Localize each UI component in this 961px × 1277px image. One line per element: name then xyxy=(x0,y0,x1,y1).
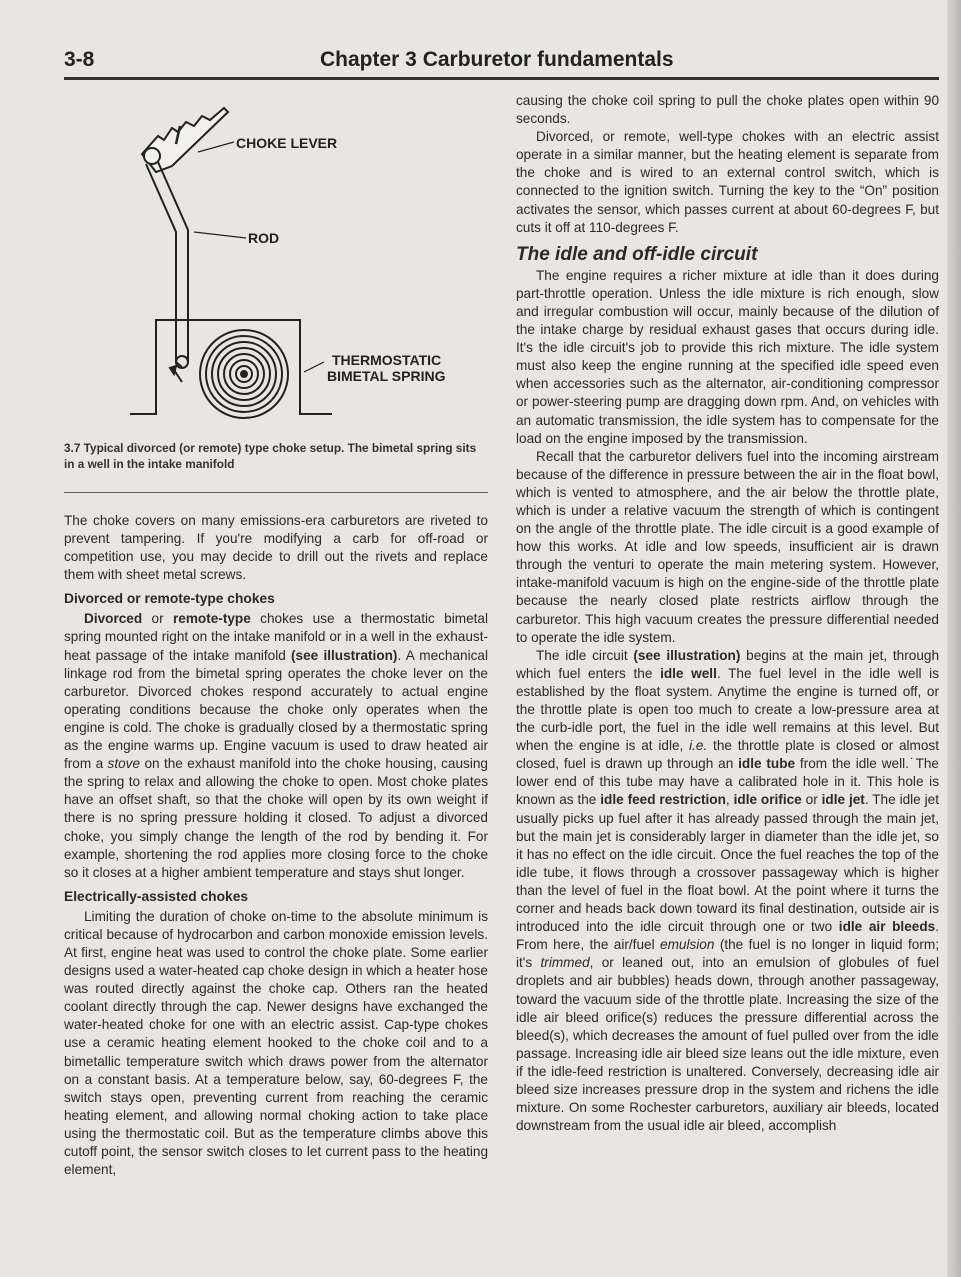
header-rule xyxy=(64,77,939,80)
subheading-electric-chokes: Electrically-assisted chokes xyxy=(64,888,249,904)
paragraph-electric: Limiting the duration of choke on-time to the absolute minimum is critical because of hydrocarbon and carbon monoxide emission levels. At first, engine heat was used to control the choke plate. Some earlier designs used a water-heated cap choke design in which a heater hose was routed directly against the choke cap. Others ran the heated coolant directly through the cap. Newer designs have exchanged the water-heated choke for one with an electric assist. Cap-type chokes use a ceramic heating element hooked to the choke coil and to a bimetallic temperature switch which draws power from the alternator on a constant basis. At a temperature below, say, 60-degrees F, the switch stays open, preventing current from reaching the ceramic heating element, and allowing normal choking action to take place using the thermostatic coil. But as the temperature climbs above this cutoff point, the sensor switch closes to let current pass to the heating element, xyxy=(64,908,488,1178)
paragraph: Recall that the carburetor delivers fuel into the incoming airstream because of the difference in pressure between the air in the float bowl, which is vented to atmosphere, and the air below the throttle plate, which is under a relative vacuum the strength of which is contingent on the angle of the throttle plate. The idle circuit is a good example of how this works. At idle and low speeds, insufficient air is drawn through the venturi to operate the main metering system. However, intake-manifold vacuum is high on the engine-side of the throttle plate because the nearly closed plate restricts airflow through the carburetor. This high vacuum creates the pressure differential needed to operate the idle system. xyxy=(516,448,939,645)
right-column xyxy=(516,92,939,1135)
label-choke-lever: CHOKE LEVER xyxy=(236,135,338,151)
label-bimetal-spring: BIMETAL SPRING xyxy=(327,368,446,384)
page-header xyxy=(64,44,939,78)
paragraph-idle-circuit: The idle circuit (see illustration) begins at the main jet, through which fuel enters the idle well. The fuel level in the idle well is established by the float system. Anytime the engine is turned off, or the throttle plate is open too much to create a low-pressure area at the curb-idle port, the fuel in the idle well remains at this level. But when the engine is at idle, i.e. the throttle plate is closed or almost closed, fuel is drawn up through an idle tube from the idle well.˙The lower end of this tube may have a calibrated hole in it. This hole is known as the idle feed restriction, idle orifice or idle jet. The idle jet usually picks up fuel after it has already passed through the main jet, but the main jet is considerably larger in diameter than the idle jet, so it has no effect on the idle circuit. Once the fuel reaches the top of the idle tube, it flows through a crossover passageway which is higher than the level of fuel in the float bowl. At the point where it turns the corner and heads back down toward its final destination, outside air is introduced into the idle circuit through one or two idle air bleeds. From here, the air/fuel emulsion (the fuel is no longer in liquid form; it's trimmed, or leaned out, into an emulsion of globules of fuel droplets and air bubbles) heads down, through another passageway, toward the vacuum side of the throttle plate. Increasing the size of the idle air bleed orifice(s) reduces the pressure differential across the bleed(s), which decreases the amount of fuel pulled over from the idle passage. Increasing idle air bleed size leans out the idle mixture, even if the idle-feed restriction is unaltered. Conversely, decreasing idle air bleed size increases pressure drop in the system and richens the idle mixture. On some Rochester carburetors, auxiliary air bleeds, located downstream from the usual idle air bleed, accomplish xyxy=(516,647,940,1134)
page-spine-shadow xyxy=(947,0,961,1277)
chapter-title: Chapter 3 Carburetor fundamentals xyxy=(320,48,674,71)
label-thermostatic: THERMOSTATIC xyxy=(332,352,442,368)
choke-illustration xyxy=(64,92,488,430)
paragraph: The engine requires a richer mixture at idle than it does during part-throttle operation. Unless the idle mixture is rich enough, slow and irregular combustion will occur, mainly because of the dilution of the intake charge by residual exhaust gases that occurs during idle. It's the idle circuit's job to provide this rich mixture. The idle system must also keep the engine running at the specified idle speed even when accessories such as the alternator, air-conditioning compressor or power-steering pump are dragging down rpm. And, on vehicles with an automatic transmission, the idle system has to compensate for the load on the engine imposed by the transmission. xyxy=(516,267,939,446)
label-rod: ROD xyxy=(248,230,280,246)
paragraph-divorced: Divorced or remote-type chokes use a thermostatic bimetal spring mounted right on the intake manifold or in a well in the exhaust-heat passage of the intake manifold (see illustration). A mechanical linkage rod from the bimetal spring operates the choke lever on the carburetor. Divorced chokes respond accurately to actual engine operating conditions because the choke only operates when the engine is cold. The choke is gradually closed by a thermostatic spring as the engine warms up. Engine vacuum is used to draw heated air from a stove on the exhaust manifold into the choke housing, causing the spring to relax and allowing the choke to open. Most choke plates have an offset shaft, so that the choke will open by its own weight if there is no spring pressure holding it closed. To adjust a divorced choke, you simply change the length of the rod by bending it. For example, shortening the rod applies more closing force to the choke so it closes at a higher ambient temperature and stays shut longer. xyxy=(64,611,488,880)
paragraph: Divorced, or remote, well-type chokes with an electric assist operate in a similar manner, but the heating element is separate from the choke and is wired to an external control switch, which is connected to the ignition switch. Turning the key to the “On” position activates the sensor, which passes current at about 60-degrees F, but cuts it off at 110-degrees F. xyxy=(516,129,939,235)
subheading-divorced-chokes: Divorced or remote-type chokes xyxy=(64,591,275,607)
left-column xyxy=(64,92,488,1179)
paragraph: The choke covers on many emissions-era carburetors are riveted to prevent tampering. If you're modifying a carb for off-road or competition use, you may decide to drill out the rivets and replace them with sheet metal screws. xyxy=(64,513,488,583)
paragraph: causing the choke coil spring to pull the choke plates open within 90 seconds. xyxy=(516,93,939,127)
figure-caption: 3.7 Typical divorced (or remote) type choke setup. The bimetal spring sits in a well in the intake manifold xyxy=(64,441,477,471)
page-number: 3-8 xyxy=(64,48,95,71)
section-divider xyxy=(64,492,488,493)
section-heading-idle-circuit: The idle and off-idle circuit xyxy=(516,243,758,265)
